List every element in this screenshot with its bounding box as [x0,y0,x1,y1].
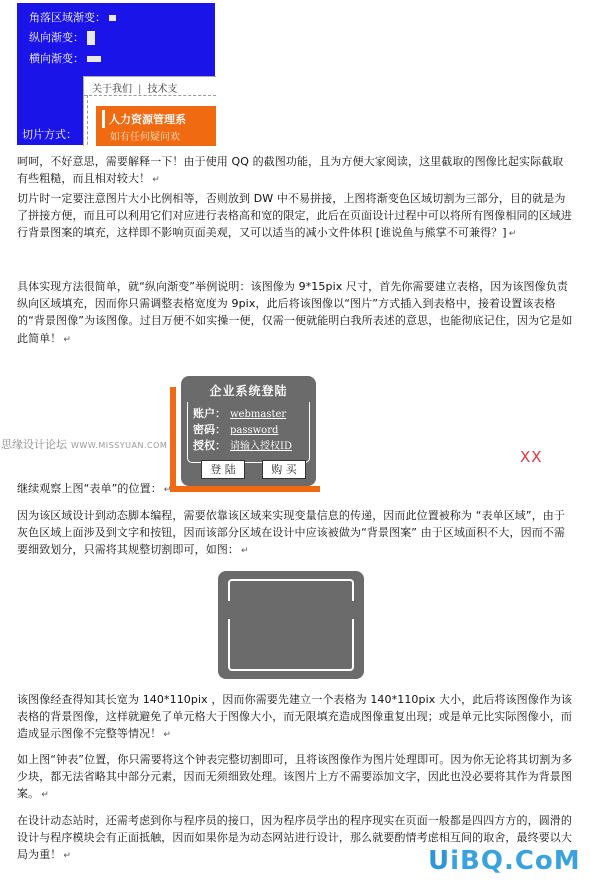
slice-method-label: 切片方式： [22,128,77,141]
paragraph-intro: 呵呵，不好意思，需要解释一下！由于使用 QQ 的截图功能，且为方便大家阅读，这里截取的图像比起实际截取有些粗糙，而且相对较大！ ↵ [17,155,564,186]
horizontal-swatch [87,56,101,62]
clock-frame [228,579,354,671]
paragraph-form-region: 因为该区域设计到动态脚本编程，需要依靠该区域来实现变量信息的传递，因而此位置被称为 “表单区域”，由于灰色区域上面涉及到文字和按钮，因而该部分区域在设计中应该被做为“背景图案” 由于区域面积不大，因而不需要细致划分，只需将其规整切割即可，如图： ↵ [17,509,565,557]
site-logo: UiBQ.CoM [428,846,581,876]
auth-field: 请输入授权ID [230,441,292,452]
orange-bracket [170,387,176,492]
webpage-preview [83,76,216,146]
horizontal-gradient-label: 横向渐变： [29,52,84,65]
corner-swatch [109,15,116,21]
password-row [193,421,278,437]
login-button: 登 陆 [201,460,245,479]
paragraph-form-location: 继续观察上图“表单”的位置： ↵ [17,482,172,495]
login-form-image [181,376,316,486]
login-title: 企业系统登陆 [209,384,288,398]
gradient-demo-image [17,3,215,145]
vertical-gradient-row [29,29,95,45]
account-label: 账户： [193,407,226,420]
preview-nav-item: 技术支 [147,84,178,95]
vertical-swatch [87,31,95,45]
watermark: 思缘设计论坛 WWW.MISSYUAN.COM [1,438,168,451]
password-label: 密码： [193,423,226,436]
auth-row [193,437,292,453]
account-field: webmaster [230,409,287,420]
account-row [193,405,286,421]
clock-image [218,571,364,679]
paragraph-clock: 如上图“钟表”位置，你只需要将这个钟表完整切割即可，且将该图像作为图片处理即可。因为你无论将其切割为多少块，都无法省略其中部分元素，因而无须细致处理。该图片上方不需要添加文字，因此也没必要将其作为背景图案。 ↵ [17,753,573,801]
preview-nav-item: 关于我们 [92,84,132,95]
corner-gradient-row [29,9,116,25]
vertical-gradient-label: 纵向渐变： [29,31,84,44]
horizontal-gradient-row [29,50,101,66]
preview-banner-title: 人力资源管理系 [109,113,186,126]
clock-notch [352,601,355,619]
preview-banner-accent [102,110,105,128]
paragraph-image-size: 该图像经查得知其长宽为 140*110pix ，因而你需要先建立一个表格为 140*110pix 大小，此后将该图像作为该表格的背景图像，这样就避免了单元格大于图像大小，而无限填充造成图像重复出现；或是单元比实际图像小，而造成显示图像不完整等情况！ ↵ [17,693,573,741]
paragraph-slicing: 切片时一定要注意图片大小比例相等，否则放到 DW 中不易拼接，上图将渐变色区域切割为三部分，目的就是为了拼接方便，而且可以利用它们对应进行表格高和宽的限定，此后在页面设计过程中可以将所有图像相同的区域进行背景图案的填充，这样即不影响页面美观，又可以适当的减小文件体积 [谁说鱼与熊掌不可兼得？] ↵ [17,192,572,240]
xx-mark: XX [520,448,543,466]
slice-guide-v [87,95,88,146]
preview-nav: 关于我们 | 技术支 [92,84,178,95]
corner-gradient-label: 角落区域渐变： [29,11,106,24]
buy-button: 购 买 [262,460,306,479]
preview-banner-subtitle: 如有任何疑问欢 [110,132,180,143]
paragraph-method: 具体实现方法很简单，就“纵向渐变”举例说明：该图像为 9*15pix 尺寸，首先你需要建立表格，因为该图像负责纵向区域填充，因而你只需调整表格宽度为 9pix，此后将该图像以“图片”方式插入到表格中，接着设置该表格的“背景图像”为该图像。过目万便不如实操一便，仅需一便就能明白我所表述的意思，也能彻底记住，因为它是如此简单！ ↵ [17,280,573,345]
paragraph-dynamic-site: 在设计动态站时，还需考虑到你与程序员的接口，因为程序员学出的程序现实在页面一般都是四四方方的，圆滑的设计与程序模块会有正面抵触，因而如果你是为动态网站进行设计，那么就要酌情考虑相互间的取舍，最终要以大局为重！ ↵ [17,814,572,862]
slice-guide-h [84,95,216,96]
auth-label: 授权： [193,439,226,452]
password-field: password [230,425,279,436]
clock-notch [227,601,230,619]
